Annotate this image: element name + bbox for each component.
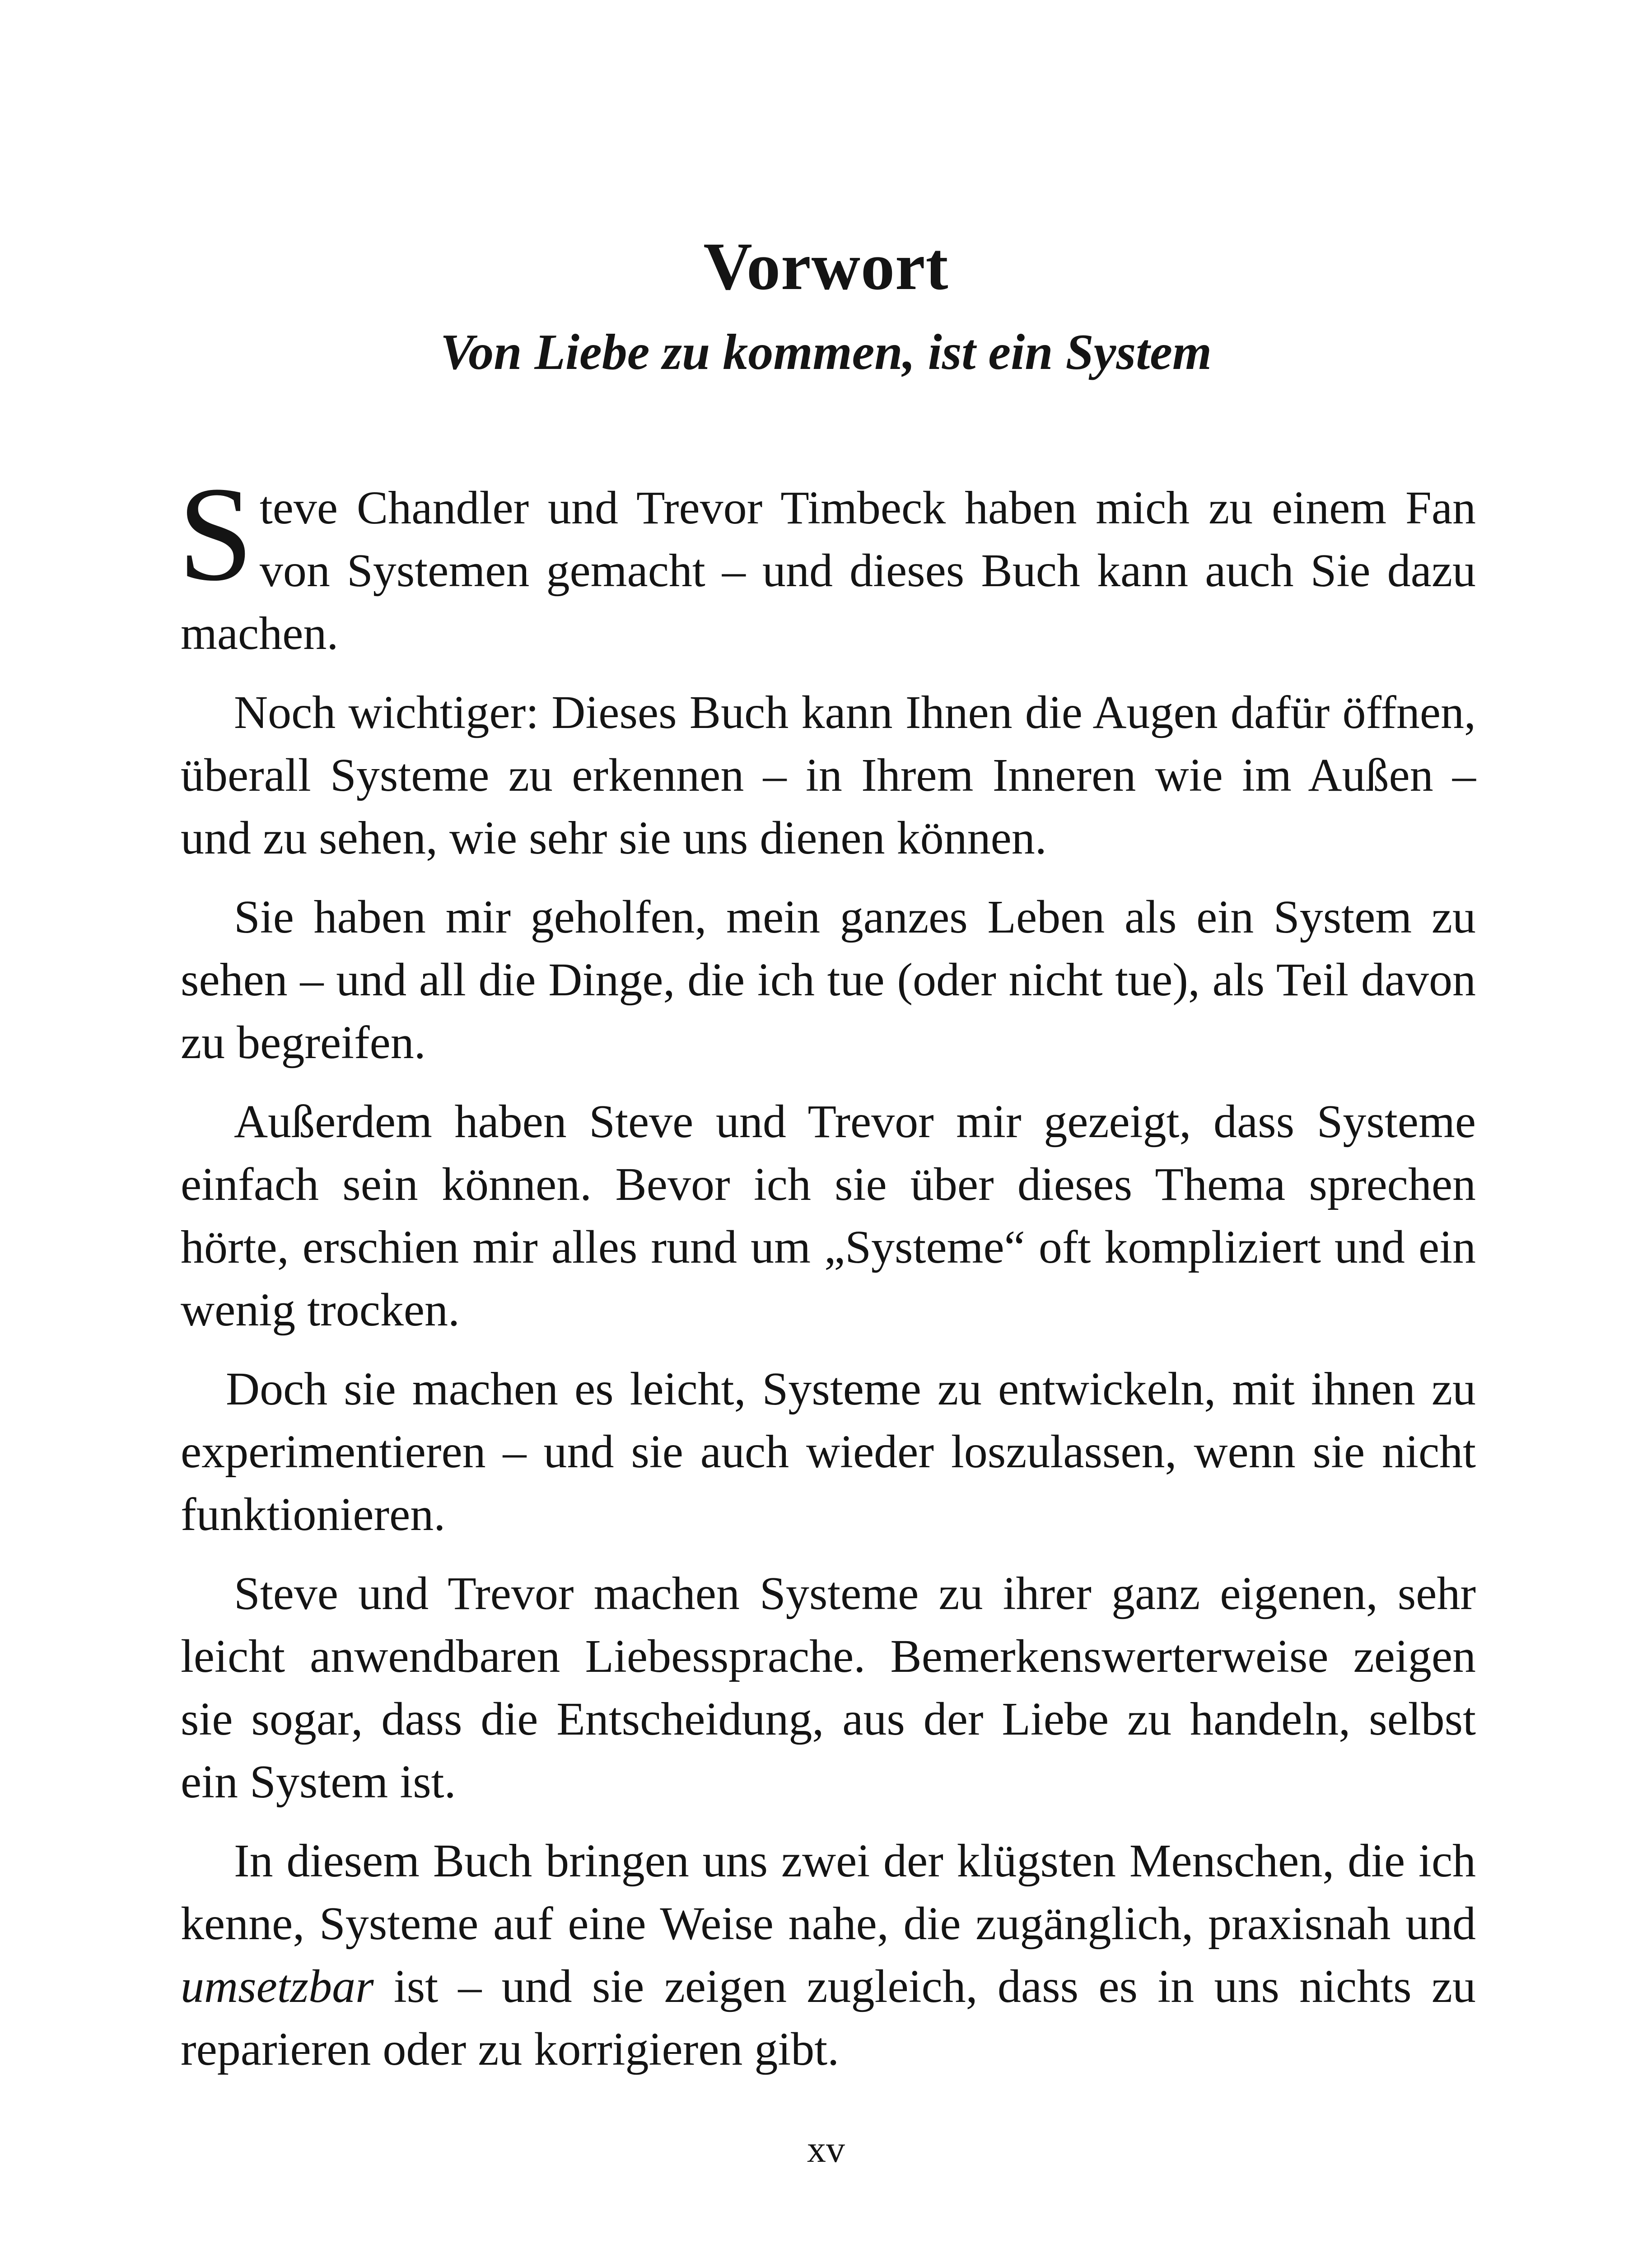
paragraph-3: Sie haben mir geholfen, mein ganzes Leben als ein System zu sehen – und all die Dinge, die ich tue (oder nicht tue), als Teil davon zu begreifen. — [181, 891, 1476, 1068]
paragraph-2: Noch wichtiger: Dieses Buch kann Ihnen die Augen dafür öffnen, überall Systeme zu erkennen – in Ihrem Inneren wie im Außen – und zu sehen, wie sehr sie uns dienen können. — [181, 686, 1476, 864]
chapter-subtitle: Von Liebe zu kommen, ist ein System — [440, 324, 1212, 380]
page-number: xv — [807, 2128, 845, 2170]
body-text — [178, 459, 1476, 2097]
paragraph-7-text-before: In diesem Buch bringen uns zwei der klügsten Menschen, die ich kenne, Systeme auf eine Weise nahe, die zugänglich, praxisnah und — [181, 1835, 1476, 1950]
paragraph-1-text: teve Chandler und Trevor Timbeck haben mich zu einem Fan von Systemen gemacht – und dieses Buch kann auch Sie dazu machen. — [181, 482, 1476, 659]
paragraph-1 — [178, 459, 1476, 665]
paragraph-7-text-after: ist – und sie zeigen zugleich, dass es in uns nichts zu reparieren oder zu korrigieren gibt. — [181, 1960, 1476, 2075]
chapter-title: Vorwort — [703, 229, 949, 304]
paragraph-6: Steve und Trevor machen Systeme zu ihrer ganz eigenen, sehr leicht anwendbaren Liebessprache. Bemerkenswerterweise zeigen sie sogar, dass die Entscheidung, aus der Liebe zu handeln, selbst ein System ist. — [181, 1568, 1476, 1808]
paragraph-7 — [181, 1829, 1476, 2081]
paragraph-5: Doch sie machen es leicht, Systeme zu entwickeln, mit ihnen zu experimentieren – und sie auch wieder loszulassen, wenn sie nicht funktionieren. — [181, 1363, 1476, 1540]
paragraph-7-emphasis: umsetzbar — [181, 1960, 374, 2012]
drop-cap: S — [178, 459, 253, 609]
paragraph-4: Außerdem haben Steve und Trevor mir gezeigt, dass Systeme einfach sein können. Bevor ich sie über dieses Thema sprechen hörte, erschien mir alles rund um „Systeme“ oft kompliziert und ein wenig trocken. — [181, 1096, 1476, 1336]
